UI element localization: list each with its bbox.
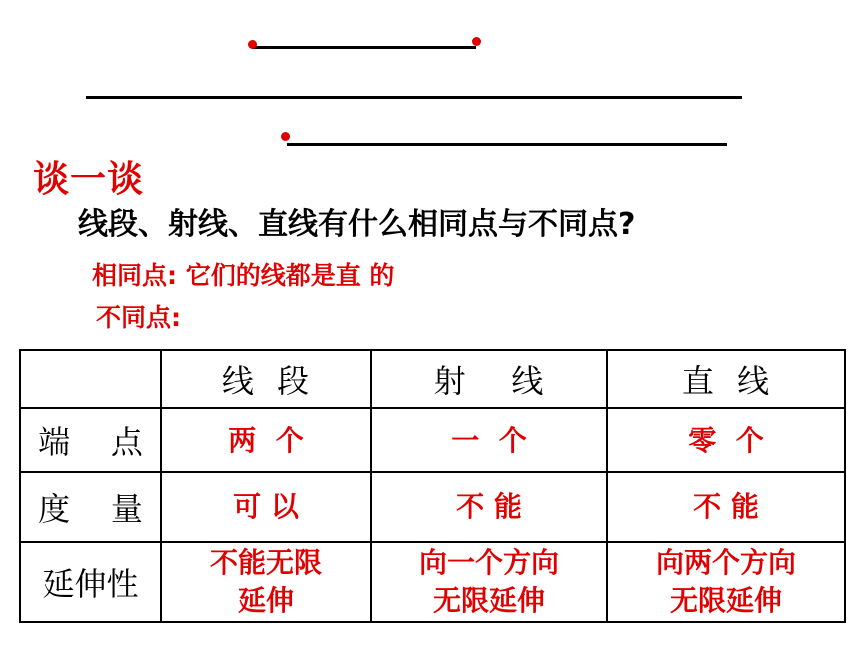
header-ray [371, 350, 607, 408]
cell-text: 向两个方向 无限延伸 [655, 546, 796, 617]
row-label-text: 延伸性 [42, 565, 139, 603]
table-cell [161, 408, 371, 472]
cell-text: 一 个 [451, 424, 527, 457]
cell-text: 向一个方向 无限延伸 [418, 546, 559, 617]
segment-endpoint-left [248, 40, 257, 49]
header-ray-label: 射 线 [433, 362, 545, 400]
header-segment-label: 线 段 [221, 362, 311, 400]
cell-text: 可 以 [233, 490, 299, 523]
straight-line [86, 96, 742, 99]
table-cell [371, 542, 607, 622]
cell-text: 不 能 [693, 490, 759, 523]
question-text: 线段、射线、直线有什么相同点与不同点? [78, 207, 636, 242]
table-cell [371, 408, 607, 472]
segment-line [252, 46, 476, 49]
row-label-text: 端 点 [38, 423, 143, 461]
cell-text: 不 能 [456, 490, 522, 523]
cell-text: 零 个 [688, 424, 764, 457]
table-row [20, 408, 845, 472]
table-cell [607, 408, 845, 472]
cell-text: 两 个 [228, 424, 304, 457]
comparison-table [19, 349, 846, 623]
row-label-text: 度 量 [38, 490, 143, 528]
row-label-measure [20, 472, 161, 542]
table-row [20, 542, 845, 622]
table-cell [161, 542, 371, 622]
similarity-answer: 相同点: 它们的线都是直 的 [92, 261, 395, 290]
difference-label: 不同点: [96, 303, 181, 332]
talk-title: 谈一谈 [33, 159, 145, 200]
ray-endpoint [281, 132, 290, 141]
table-cell [607, 542, 845, 622]
row-label-endpoints [20, 408, 161, 472]
table-cell [371, 472, 607, 542]
segment-endpoint-right [472, 37, 481, 46]
header-line [607, 350, 845, 408]
table-cell [161, 472, 371, 542]
table-cell [607, 472, 845, 542]
table-header-row [20, 350, 845, 408]
table-row [20, 472, 845, 542]
header-corner-cell [20, 350, 161, 408]
ray-line [287, 143, 727, 146]
row-label-extension [20, 542, 161, 622]
header-line-label: 直 线 [681, 362, 771, 400]
cell-text: 不能无限 延伸 [209, 546, 322, 617]
header-segment [161, 350, 371, 408]
